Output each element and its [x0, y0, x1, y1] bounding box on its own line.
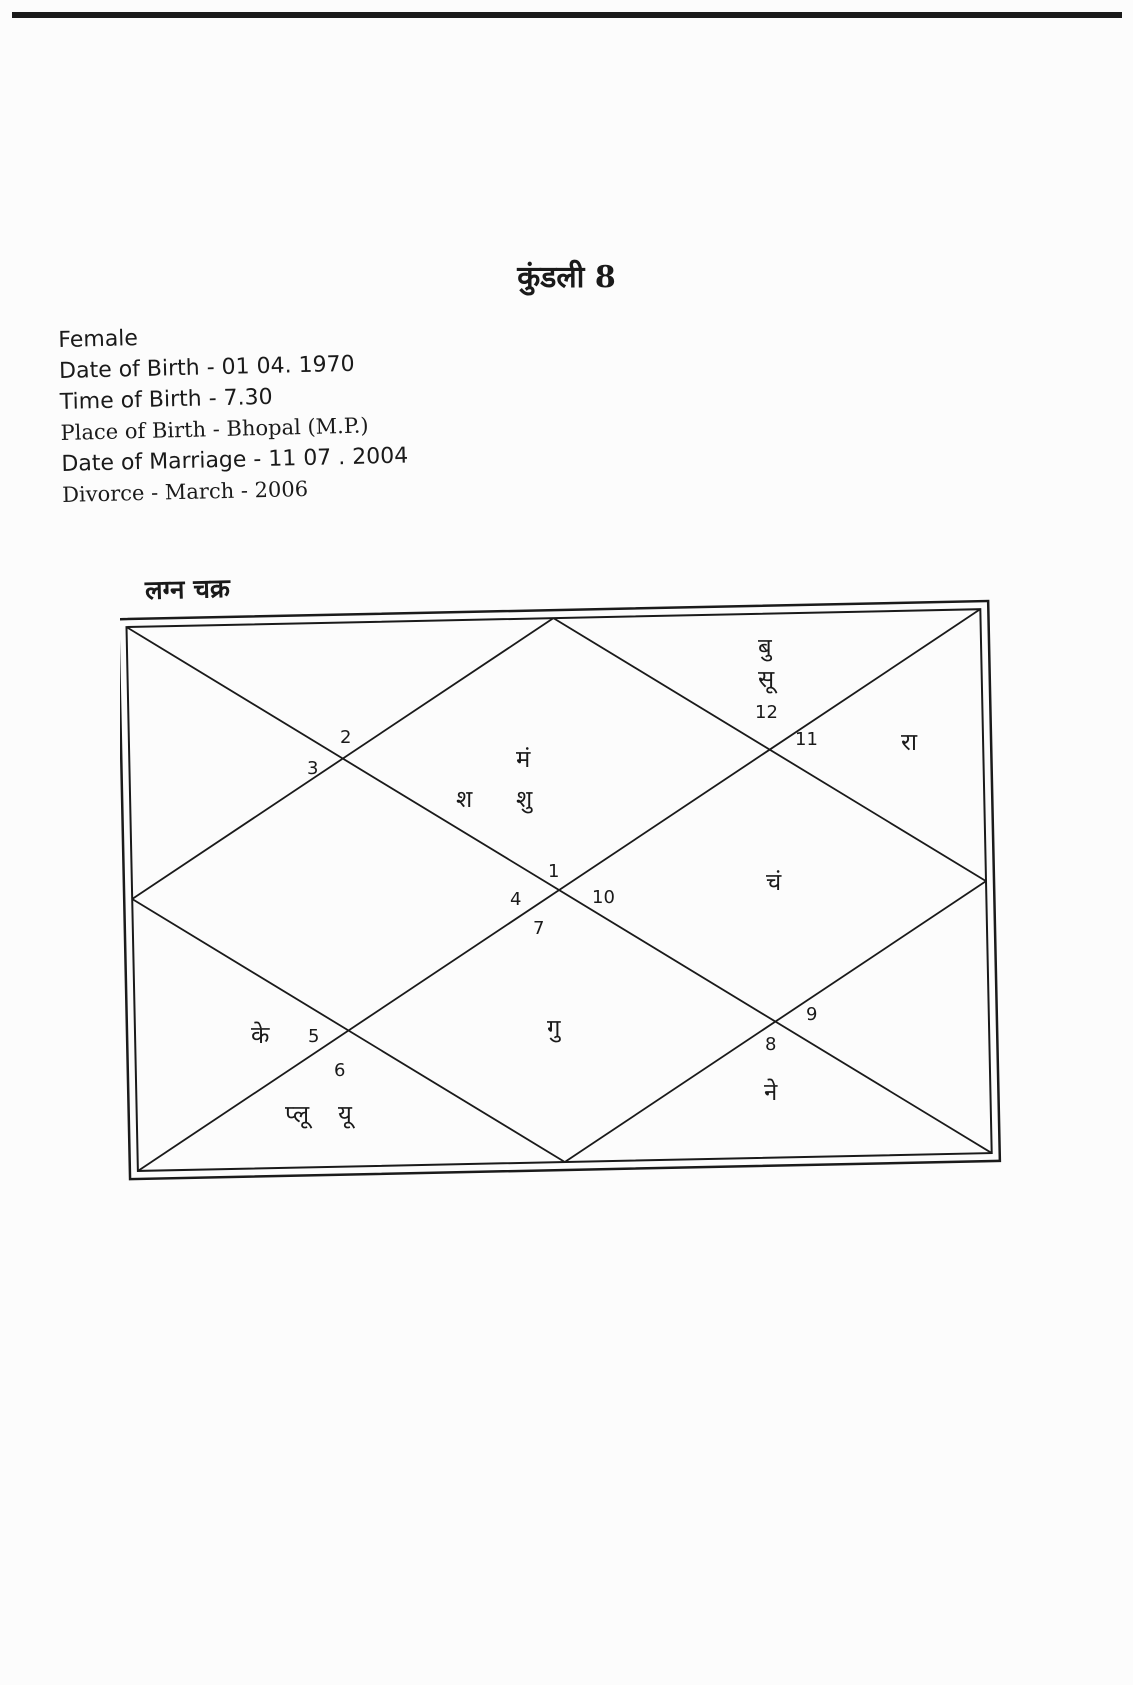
diamond-edge-bottom-right — [559, 881, 992, 1162]
divorce-line: Divorce - March - 2006 — [61, 476, 309, 507]
diamond-edge-top-left — [127, 618, 560, 899]
gender-line: Female — [58, 326, 139, 353]
planet-pluto: प्लू — [285, 1100, 310, 1128]
planet-shani: श — [456, 785, 473, 813]
house-number-11: 11 — [795, 729, 818, 750]
planet-chandra: चं — [766, 868, 782, 896]
house-number-4: 4 — [510, 889, 522, 910]
planet-shukra: शु — [516, 785, 533, 813]
house-number-10: 10 — [592, 887, 615, 908]
top-border-rule — [12, 12, 1122, 18]
house-number-7: 7 — [533, 918, 545, 939]
house-number-12: 12 — [755, 702, 778, 723]
planet-budh: बु — [758, 633, 772, 661]
house-number-2: 2 — [340, 727, 352, 748]
planet-neptune: ने — [764, 1078, 778, 1106]
date-of-birth-line: Date of Birth - 01 04. 1970 — [58, 351, 355, 384]
house-number-5: 5 — [308, 1026, 320, 1047]
date-of-marriage-line: Date of Marriage - 11 07 . 2004 — [61, 443, 409, 477]
planet-ketu: के — [251, 1021, 270, 1049]
planet-rahu: रा — [901, 728, 918, 756]
house-number-1: 1 — [548, 861, 560, 882]
planet-uranus: यू — [338, 1100, 352, 1128]
planet-guru: गु — [547, 1014, 561, 1042]
place-of-birth-line: Place of Birth - Bhopal (M.P.) — [60, 413, 369, 445]
time-of-birth-line: Time of Birth - 7.30 — [59, 384, 273, 415]
house-number-9: 9 — [806, 1004, 818, 1025]
page-heading: कुंडली 8 — [517, 260, 616, 295]
house-number-8: 8 — [765, 1034, 777, 1055]
chart-lines — [120, 580, 1005, 1190]
lagna-chart — [120, 580, 1005, 1190]
birth-details — [58, 317, 409, 511]
house-number-6: 6 — [334, 1060, 346, 1081]
diagonal-line-2 — [127, 609, 992, 1171]
house-number-3: 3 — [307, 758, 319, 779]
chart-title: लग्न चक्र — [144, 573, 231, 607]
planet-mangal: मं — [516, 745, 531, 773]
planet-surya: सू — [758, 665, 775, 693]
diamond-edge-bottom-left — [132, 890, 565, 1171]
